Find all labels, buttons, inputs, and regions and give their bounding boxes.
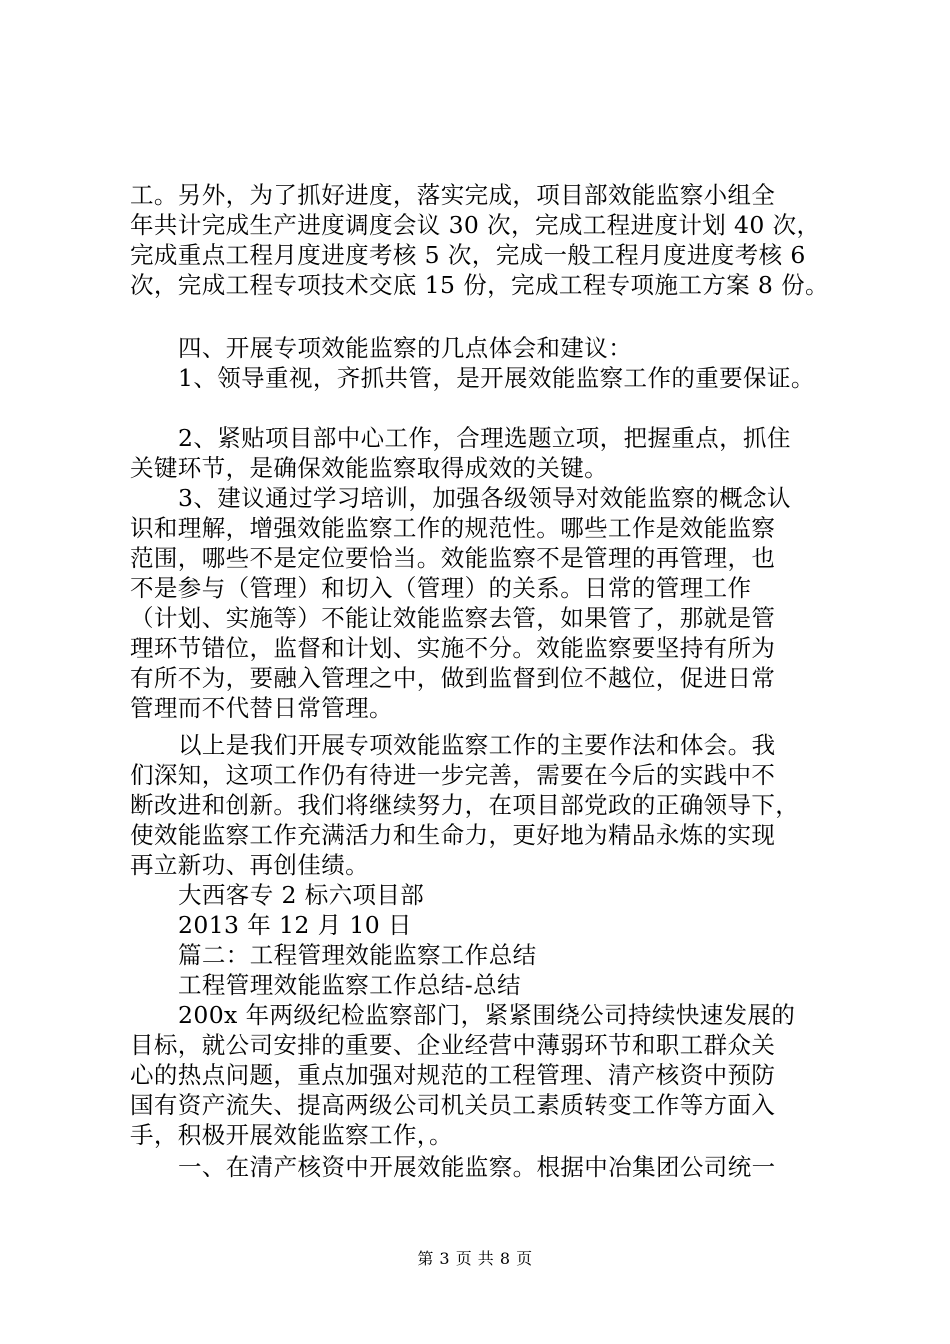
text-line: 识和理解，增强效能监察工作的规范性。哪些工作是效能监察: [130, 514, 776, 542]
text-line: 有所不为，要融入管理之中，做到监督到位不越位，促进日常: [130, 664, 776, 692]
text-line: 目标，就公司安排的重要、企业经营中薄弱环节和职工群众关: [130, 1031, 776, 1059]
signature-date: 2013 年 12 月 10 日: [178, 911, 412, 939]
text-line: 断改进和创新。我们将继续努力，在项目部党政的正确领导下，: [130, 791, 800, 819]
text-line: 心的热点问题，重点加强对规范的工程管理、清产核资中预防: [130, 1061, 776, 1089]
text-line: 2、紧贴项目部中心工作，合理选题立项，把握重点，抓住: [178, 424, 791, 452]
document-subtitle: 工程管理效能监察工作总结-总结: [178, 971, 521, 999]
section-heading: 四、开展专项效能监察的几点体会和建议：: [178, 334, 633, 362]
text-line: 年共计完成生产进度调度会议 30 次，完成工程进度计划 40 次，: [130, 211, 821, 239]
text-line: 关键环节，是确保效能监察取得成效的关键。: [130, 454, 608, 482]
section-title: 篇二：工程管理效能监察工作总结: [178, 941, 537, 969]
text-line: 范围，哪些不是定位要恰当。效能监察不是管理的再管理，也: [130, 544, 776, 572]
text-line: 以上是我们开展专项效能监察工作的主要作法和体会。我: [178, 731, 776, 759]
text-line: （计划、实施等）不能让效能监察去管，如果管了，那就是管: [130, 604, 776, 632]
text-line: 200x 年两级纪检监察部门，紧紧围绕公司持续快速发展的: [178, 1001, 796, 1029]
text-line: 完成重点工程月度进度考核 5 次，完成一般工程月度进度考核 6: [130, 241, 806, 269]
text-line: 1、领导重视，齐抓共管，是开展效能监察工作的重要保证。: [178, 364, 815, 392]
text-line: 手，积极开展效能监察工作，。: [130, 1121, 453, 1149]
text-line: 一、在清产核资中开展效能监察。根据中冶集团公司统一: [178, 1153, 776, 1181]
text-line: 不是参与（管理）和切入（管理）的关系。日常的管理工作: [130, 574, 752, 602]
text-line: 次，完成工程专项技术交底 15 份，完成工程专项施工方案 8 份。: [130, 271, 829, 299]
text-line: 3、建议通过学习培训，加强各级领导对效能监察的概念认: [178, 484, 791, 512]
text-line: 国有资产流失、提高两级公司机关员工素质转变工作等方面入: [130, 1091, 776, 1119]
text-line: 使效能监察工作充满活力和生命力，更好地为精品永炼的实现: [130, 821, 776, 849]
text-line: 工。另外，为了抓好进度，落实完成，项目部效能监察小组全: [130, 181, 776, 209]
page-number: 第 3 页 共 8 页: [417, 1249, 533, 1268]
text-line: 管理而不代替日常管理。: [130, 694, 393, 722]
text-line: 理环节错位，监督和计划、实施不分。效能监察要坚持有所为: [130, 634, 776, 662]
text-line: 再立新功、再创佳绩。: [130, 851, 369, 879]
signature-org: 大西客专 2 标六项目部: [178, 881, 425, 909]
text-line: 们深知，这项工作仍有待进一步完善，需要在今后的实践中不: [130, 761, 776, 789]
